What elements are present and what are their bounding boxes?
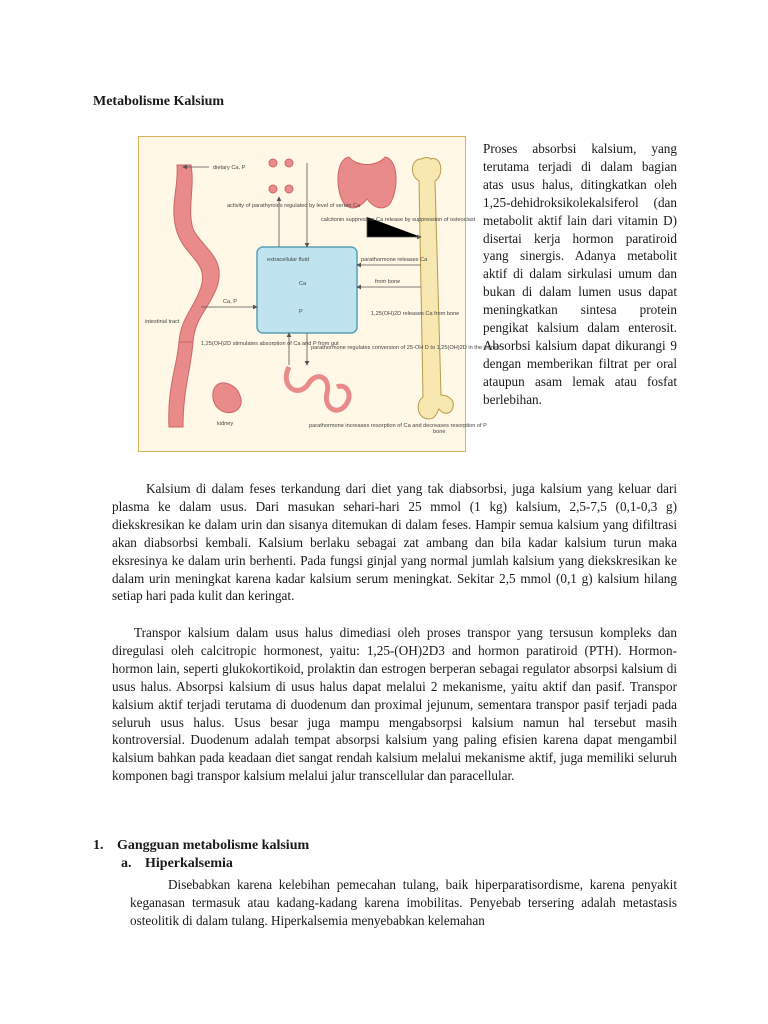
label-calcitonin: calcitonin suppresses Ca release by suppression of osteoclast [321, 217, 476, 223]
label-kidney: kidney [217, 421, 234, 427]
label-pth-release: parathormone releases Ca [361, 257, 428, 263]
subsection-title: Hiperkalsemia [145, 856, 233, 871]
nephron-tubule [286, 367, 349, 410]
parathyroid-gland-4 [285, 185, 293, 193]
parathyroid-gland-1 [269, 159, 277, 167]
subsection-heading [121, 856, 233, 872]
paragraph-feses: Kalsium di dalam feses terkandung dari diet yang tak diabsorbsi, juga kalsium yang keluar dari plasma ke dalam usus. Dari masukan sehari-hari 25 mmol (1 kg) kalsium, 2,5-7,5 (0,1-0,3 g) diekskresikan ke dalam urin dan sisanya ditemukan di dalam feses. Hampir semua kalsium yang difiltrasi akan diabsorbsi kembali. Kalsium berlaku sebagai zat ambang dan bila kadar kalsium turun maka eksresinya ke dalam urin berhenti. Pada fungsi ginjal yang normal jumlah kalsium yang diekskresikan ke dalam urin meningkat karena kadar kalsium serum meningkat. Sekitar 2,5 mmol (0,1 g) kalsium hilang setiap hari pada kulit dan keringat. [112, 481, 677, 604]
label-parathyroid: activity of parathyroids regulated by level of serum Ca [227, 203, 361, 209]
label-pth-resorption: parathormone increases resorption of Ca and decreases resorption of P [309, 423, 487, 429]
section-number: 1. [93, 838, 104, 853]
label-bone: bone [433, 429, 446, 435]
label-pth-kidney: parathormone regulates conversion of 25-OH D to 1,25(OH)2D in the kidney [311, 345, 500, 351]
label-dietary: dietary Ca, P [213, 165, 246, 171]
label-from-bone: from bone [375, 279, 401, 285]
label-intestinal: intestinal tract [145, 319, 180, 325]
parathyroid-gland-2 [285, 159, 293, 167]
paragraph-transpor: Transpor kalsium dalam usus halus dimediasi oleh proses transpor yang tersusun kompleks dan diregulasi oleh calcitropic hormonest, yaitu: 1,25-(OH)2D3 and hormon paratiroid (PTH). Hormon-hormon lain, seperti glukokortikoid, prolaktin dan estrogen berperan sebagai regulator absorpsi kalsium di usus halus. Absorpsi kalsium di usus halus dapat melalui 2 mekanisme, yaitu aktif dan pasif. Transpor kalsium aktif terjadi terutama di duodenum dan proximal jejunum, sementara transpor pasif terjadi pada seluruh usus halus. Usus besar juga mampu mengabsorpsi kalsium namun hal tersebut masih kontroversial. Duodenum adalah tempat absorpsi kalsium yang paling efisien karena dapat mengambil kalsium bahkan pada keadaan diet sangat rendah kalsium melalui mekanisme aktif, juga memiliki seluruh komponen bagi transpor kalsium melalui jalur transcellular dan paracellular. [112, 625, 677, 784]
paragraph-hiperkalsemia: Disebabkan karena kelebihan pemecahan tulang, baik hiperparatisordisme, karena penyakit keganasan termasuk atau kadang-kadang karena imobilitas. Penyebab tersering adalah metastasis osteolitik di dalam tulang. Hiperkalsemia menyebabkan kelemahan [130, 877, 677, 928]
document-title: Metabolisme Kalsium [93, 94, 225, 109]
kidney-shape [213, 383, 241, 413]
section-title: Gangguan metabolisme kalsium [117, 838, 310, 853]
label-fluid: extracellular fluid [267, 257, 309, 263]
section-heading [93, 838, 309, 854]
label-vitd-gut: 1,25(OH)2D stimulates absorption of Ca and P from gut [201, 341, 339, 347]
intestine-tube [169, 342, 193, 427]
side-paragraph: Proses absorbsi kalsium, yang terutama terjadi di dalam bagian atas usus halus, ditingkatkan oleh 1,25-dehidroksikolekalsiferol (dan metabolit aktif lain dari vitamin D) disertai kerja hormon paratiroid yang sinergis. Adanya metabolit aktif di dalam sirkulasi umum dan bukan di dalam lumen usus dapat meningkatkan sintesa protein pengikat kalsium dalam enterosit. Absorbsi kalsium dapat dikurangi 9 dengan memberikan filtrat per oral ataupun asam lemak atau fosfat berlebihan. [483, 141, 677, 407]
stomach-shape [174, 165, 219, 342]
thyroid-shape [338, 157, 396, 208]
diagram-svg [139, 137, 500, 451]
label-vitd-bone: 1,25(OH)2D releases Ca from bone [371, 311, 460, 317]
parathyroid-gland-3 [269, 185, 277, 193]
bone-shape [412, 158, 453, 420]
subsection-letter: a. [121, 856, 132, 871]
label-ca: Ca [299, 281, 307, 287]
label-cap: Ca, P [223, 299, 237, 305]
label-p: P [299, 309, 303, 315]
calcium-metabolism-figure [138, 136, 500, 452]
